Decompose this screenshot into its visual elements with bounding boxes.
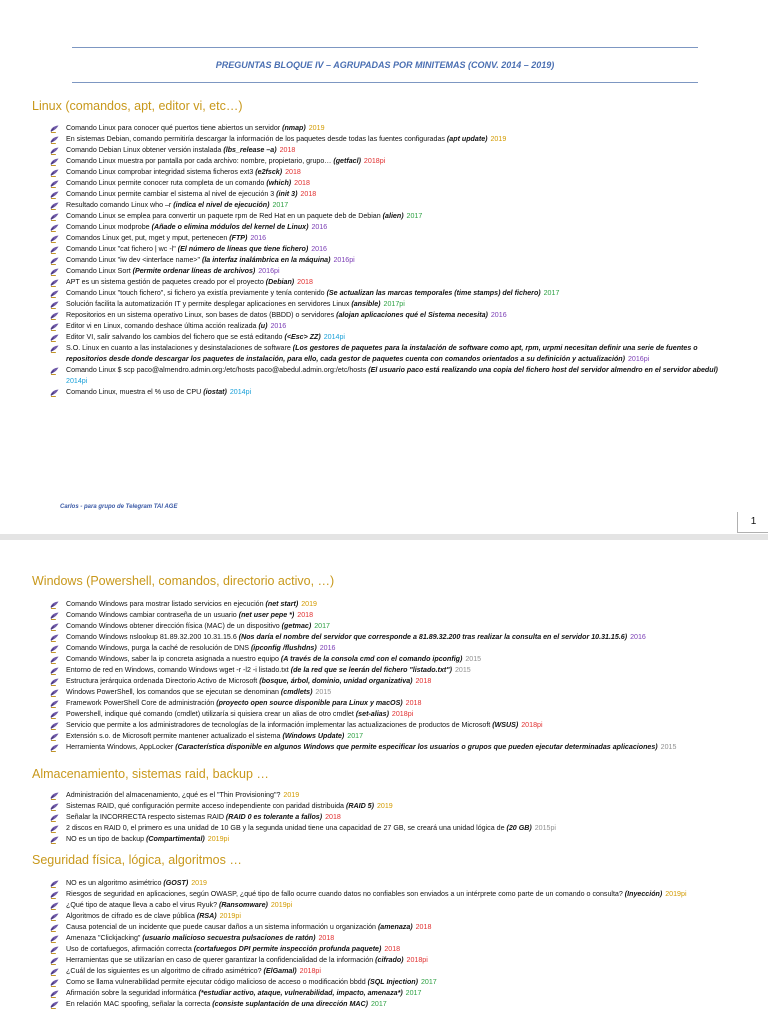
feather-arrow-icon	[50, 224, 59, 232]
question-text: Comando Linux "cat fichero | wc -l"	[66, 245, 178, 253]
list-item	[50, 676, 738, 687]
feather-arrow-icon	[50, 957, 59, 965]
question-text: Editor VI, salir salvando los cambios del fichero que se está editando	[66, 333, 285, 341]
answer-text: (El usuario paco está realizando una copia del fichero host del servidor almendro en el servidor abedul)	[368, 366, 718, 374]
answer-text: (e2fsck)	[255, 168, 283, 176]
exam-year-label: 2019	[189, 879, 207, 887]
exam-year-label: 2018pi	[389, 710, 414, 718]
question-text: NO es un tipo de backup	[66, 835, 147, 843]
answer-text: (Característica disponible en algunos Windows que permite especificar los usuarios o grupos que pueden ejecutar determinadas aplicaciones)	[175, 743, 658, 751]
list-item	[50, 944, 738, 955]
list-item	[50, 900, 738, 911]
list-item	[50, 977, 738, 988]
exam-year-label: 2014pi	[321, 333, 346, 341]
answer-text: (Añade o elimina módulos del kernel de Linux)	[151, 223, 309, 231]
answer-text: (El número de líneas que tiene fichero)	[177, 245, 309, 253]
page-number: 1	[737, 512, 768, 533]
exam-year-label: 2017	[541, 289, 560, 297]
exam-year-label: 2018	[295, 278, 313, 286]
section-title-windows: Windows (Powershell, comandos, directorio activo, …)	[32, 574, 335, 588]
answer-text: (cifrado)	[375, 956, 404, 964]
exam-year-label: 2017pi	[381, 300, 405, 308]
question-text: ¿Cuál de los siguientes es un algoritmo de cifrado asimétrico?	[66, 967, 264, 975]
answer-text: (Los gestores de paquetes para la instalación de software como apt, rpm, urpmi necesitan definir una serie de fuentes o repositorios desde donde descargar los paquetes de instalación, para ello, cada gestor de paquetes cuenta con comandos orientados a su definición y actualización)	[66, 344, 698, 363]
feather-arrow-icon	[50, 968, 59, 976]
exam-year-label: 2018pi	[404, 956, 428, 964]
header-rule-bottom	[72, 82, 698, 83]
feather-arrow-icon	[50, 345, 59, 353]
exam-year-label: 2016	[309, 245, 328, 253]
answer-text: (proyecto open source disponible para Linux y macOS)	[216, 699, 403, 707]
answer-text: (FTP)	[229, 234, 248, 242]
exam-year-label: 2018	[292, 179, 310, 187]
exam-year-label: 2015	[313, 688, 332, 696]
exam-year-label: 2018pi	[361, 157, 386, 165]
feather-arrow-icon	[50, 268, 59, 276]
answer-text: (set-alias)	[355, 710, 389, 718]
exam-year-label: 2016	[248, 234, 267, 242]
answer-text: (A través de la consola cmd con el comando ipconfig)	[280, 655, 463, 663]
list-item	[50, 955, 738, 966]
feather-arrow-icon	[50, 367, 59, 375]
exam-year-label: 2019	[374, 802, 393, 810]
answer-text: (Permite ordenar líneas de archivos)	[132, 267, 256, 275]
question-text: Riesgos de seguridad en aplicaciones, según OWASP, ¿qué tipo de fallo ocurre cuando datos no confiables son enviados a un intérprete como parte de un comando o consulta?	[66, 890, 625, 898]
list-item	[50, 332, 738, 343]
exam-year-label: 2018	[403, 699, 422, 707]
feather-arrow-icon	[50, 935, 59, 943]
question-text: Comando Windows, purga la caché de resolución de DNS	[66, 644, 251, 652]
list-item	[50, 156, 738, 167]
list-item	[50, 178, 738, 189]
question-text: Comando Linux permite cambiar el sistema al nivel de ejecución 3	[66, 190, 277, 198]
list-item	[50, 654, 738, 665]
feather-arrow-icon	[50, 213, 59, 221]
list-item	[50, 211, 738, 222]
feather-arrow-icon	[50, 891, 59, 899]
list-item	[50, 709, 738, 720]
exam-year-label: 2018	[298, 190, 317, 198]
question-text: 2 discos en RAID 0, el primero es una unidad de 10 GB y la segunda unidad tiene una capacidad de 27 GB, se creará una unidad lógica de	[66, 824, 507, 832]
answer-text: (iostat)	[203, 388, 227, 396]
answer-text: (indica el nivel de ejecución)	[173, 201, 270, 209]
answer-text: (alojan aplicaciones qué el Sistema necesita)	[336, 311, 488, 319]
answer-text: (getfacl)	[333, 157, 361, 165]
answer-text: (net start)	[265, 600, 299, 608]
exam-year-label: 2016pi	[331, 256, 355, 264]
exam-year-label: 2019	[299, 600, 317, 608]
exam-year-label: 2015	[453, 666, 471, 674]
list-item	[50, 321, 738, 332]
question-text: Comando Linux, muestra el % uso de CPU	[66, 388, 204, 396]
list-item	[50, 720, 738, 731]
exam-year-label: 2017	[312, 622, 331, 630]
exam-year-label: 2016	[309, 223, 328, 231]
exam-year-label: 2017	[270, 201, 289, 209]
list-item	[50, 889, 738, 900]
answer-text: (lbs_release –a)	[223, 146, 277, 154]
exam-year-label: 2016	[488, 311, 507, 319]
feather-arrow-icon	[50, 678, 59, 686]
feather-arrow-icon	[50, 246, 59, 254]
question-text: Entorno de red en Windows, comando Windows wget -r -l2 -i listado.txt	[66, 666, 291, 674]
feather-arrow-icon	[50, 902, 59, 910]
answer-text: (u)	[258, 322, 268, 330]
question-text: NO es un algoritmo asimétrico	[66, 879, 164, 887]
list-item	[50, 878, 738, 889]
answer-text: (init 3)	[276, 190, 298, 198]
question-text: Comando Windows cambiar contraseña de un usuario	[66, 611, 239, 619]
list-item	[50, 966, 738, 977]
answer-text: (usuario malicioso secuestra pulsaciones de ratón)	[142, 934, 316, 942]
exam-year-label: 2017	[368, 1000, 387, 1008]
question-text: Causa potencial de un incidente que puede causar daños a un sistema información u organización	[66, 923, 378, 931]
list-item	[50, 687, 738, 698]
list-item	[50, 365, 738, 387]
list-item	[50, 790, 738, 801]
answer-text: (RAID 0 es tolerante a fallos)	[225, 813, 323, 821]
question-text: En sistemas Debian, comando permitiría descargar la información de los paquetes desde todas las fuentes configuradas	[66, 135, 447, 143]
answer-text: (ipconfig /flushdns)	[250, 644, 317, 652]
list-item	[50, 698, 738, 709]
exam-year-label: 2017	[404, 212, 423, 220]
question-text: Resultado comando Linux who –r	[66, 201, 174, 209]
answer-text: (*estudiar activo, ataque, vulnerabilidad, impacto, amenaza*)	[198, 989, 403, 997]
question-text: En relación MAC spoofing, señalar la correcta	[66, 1000, 213, 1008]
question-text: Comando Windows obtener dirección física (MAC) de un dispositivo	[66, 622, 282, 630]
list-item	[50, 123, 738, 134]
list-item	[50, 665, 738, 676]
feather-arrow-icon	[50, 979, 59, 987]
exam-year-label: 2018	[277, 146, 296, 154]
footer-credit: Carlos - para grupo de Telegram TAI AGE	[60, 504, 178, 510]
exam-year-label: 2019pi	[217, 912, 241, 920]
exam-year-label: 2018	[316, 934, 335, 942]
answer-text: (WSUS)	[492, 721, 519, 729]
question-list-almacenamiento	[50, 790, 738, 845]
question-text: Comando Debian Linux obtener versión instalada	[66, 146, 224, 154]
exam-year-label: 2016pi	[256, 267, 280, 275]
list-item	[50, 911, 738, 922]
exam-year-label: 2017	[403, 989, 422, 997]
feather-arrow-icon	[50, 667, 59, 675]
feather-arrow-icon	[50, 290, 59, 298]
feather-arrow-icon	[50, 880, 59, 888]
question-text: Estructura jerárquica ordenada Directorio Activo de Microsoft	[66, 677, 260, 685]
feather-arrow-icon	[50, 744, 59, 752]
list-item	[50, 643, 738, 654]
answer-text: (consiste suplantación de una dirección MAC)	[212, 1000, 368, 1008]
question-text: Extensión s.o. de Microsoft permite mantener actualizado el sistema	[66, 732, 283, 740]
feather-arrow-icon	[50, 645, 59, 653]
question-text: Comandos Linux get, put, mget y mput, pertenecen	[66, 234, 230, 242]
answer-text: (SQL Injection)	[367, 978, 418, 986]
question-text: Amenaza "Clickjacking"	[66, 934, 143, 942]
question-text: Comando Linux muestra por pantalla por cada archivo: nombre, propietario, grupo…	[66, 157, 334, 165]
list-item	[50, 812, 738, 823]
feather-arrow-icon	[50, 279, 59, 287]
feather-arrow-icon	[50, 125, 59, 133]
exam-year-label: 2018pi	[297, 967, 321, 975]
question-list-linux	[50, 123, 738, 398]
feather-arrow-icon	[50, 601, 59, 609]
feather-arrow-icon	[50, 924, 59, 932]
list-item	[50, 134, 738, 145]
feather-arrow-icon	[50, 913, 59, 921]
answer-text: (RSA)	[196, 912, 217, 920]
answer-text: (bosque, árbol, dominio, unidad organizativa)	[259, 677, 413, 685]
list-item	[50, 834, 738, 845]
exam-year-label: 2019pi	[205, 835, 230, 843]
exam-year-label: 2018	[382, 945, 401, 953]
feather-arrow-icon	[50, 257, 59, 265]
exam-year-label: 2018	[323, 813, 341, 821]
exam-year-label: 2015	[463, 655, 482, 663]
feather-arrow-icon	[50, 158, 59, 166]
exam-year-label: 2014pi	[227, 388, 252, 396]
feather-arrow-icon	[50, 235, 59, 243]
feather-arrow-icon	[50, 803, 59, 811]
question-text: Herramienta Windows, AppLocker	[66, 743, 176, 751]
exam-year-label: 2018	[413, 923, 432, 931]
list-item	[50, 244, 738, 255]
exam-year-label: 2016	[317, 644, 336, 652]
question-list-seguridad	[50, 878, 738, 1010]
list-item	[50, 255, 738, 266]
question-text: Repositorios en un sistema operativo Linux, son bases de datos (BBDD) o servidores	[66, 311, 337, 319]
answer-text: (Se actualizan las marcas temporales (time stamps) del fichero)	[326, 289, 541, 297]
header-rule-top	[72, 47, 698, 48]
list-item	[50, 742, 738, 753]
question-text: Algoritmos de cifrado es de clave pública	[66, 912, 197, 920]
answer-text: (nmap)	[282, 124, 306, 132]
exam-year-label: 2015	[658, 743, 677, 751]
feather-arrow-icon	[50, 733, 59, 741]
list-item	[50, 999, 738, 1010]
answer-text: (<Esc> ZZ)	[284, 333, 321, 341]
exam-year-label: 2019pi	[663, 890, 687, 898]
question-text: Servicio que permite a los administradores de tecnologías de la información implementar las actualizaciones de productos de Microsoft	[66, 721, 493, 729]
answer-text: (Ransomware)	[219, 901, 268, 909]
answer-text: (Inyección)	[624, 890, 663, 898]
answer-text: (de la red que se leerán del fichero "listado.txt")	[290, 666, 452, 674]
list-item	[50, 288, 738, 299]
list-item	[50, 200, 738, 211]
answer-text: (net user pepe *)	[238, 611, 295, 619]
answer-text: (which)	[266, 179, 292, 187]
answer-text: (alien)	[382, 212, 404, 220]
feather-arrow-icon	[50, 323, 59, 331]
feather-arrow-icon	[50, 722, 59, 730]
feather-arrow-icon	[50, 656, 59, 664]
feather-arrow-icon	[50, 1001, 59, 1009]
question-text: S.O. Linux en cuanto a las instalaciones y desinstalaciones de software	[66, 344, 293, 352]
list-item	[50, 933, 738, 944]
list-item	[50, 599, 738, 610]
list-item	[50, 731, 738, 742]
question-text: Comando Linux $ scp paco@almendro.admin.org:/etc/hosts paco@abedul.admin.org:/etc/hosts	[66, 366, 369, 374]
list-item	[50, 988, 738, 999]
question-text: Powershell, indique qué comando (cmdlet) utilizaría si quisiera crear un alias de otro cmdlet	[66, 710, 356, 718]
list-item	[50, 310, 738, 321]
answer-text: (ElGamal)	[263, 967, 297, 975]
answer-text: (getmac)	[281, 622, 312, 630]
exam-year-label: 2019	[488, 135, 507, 143]
question-text: Herramientas que se utilizarían en caso de querer garantizar la confidencialidad de la información	[66, 956, 376, 964]
exam-year-label: 2017	[345, 732, 364, 740]
list-item	[50, 343, 738, 365]
question-text: Afirmación sobre la seguridad informática	[66, 989, 199, 997]
section-title-almacenamiento: Almacenamiento, sistemas raid, backup …	[32, 767, 269, 781]
exam-year-label: 2018	[283, 168, 301, 176]
feather-arrow-icon	[50, 612, 59, 620]
document-title: PREGUNTAS BLOQUE IV – AGRUPADAS POR MINITEMAS (CONV. 2014 – 2019)	[215, 60, 555, 70]
answer-text: (amenaza)	[377, 923, 413, 931]
feather-arrow-icon	[50, 136, 59, 144]
feather-arrow-icon	[50, 312, 59, 320]
list-item	[50, 621, 738, 632]
exam-year-label: 2015pi	[532, 824, 557, 832]
feather-arrow-icon	[50, 792, 59, 800]
list-item	[50, 823, 738, 834]
question-text: Comando Linux modprobe	[66, 223, 152, 231]
question-text: Administración del almacenamiento, ¿qué es el "Thin Provisioning"?	[66, 791, 283, 799]
question-text: Comando Linux Sort	[66, 267, 133, 275]
list-item	[50, 610, 738, 621]
question-text: Comando Windows, saber la ip concreta asignada a nuestro equipo	[66, 655, 281, 663]
feather-arrow-icon	[50, 689, 59, 697]
list-item	[50, 801, 738, 812]
exam-year-label: 2018	[295, 611, 314, 619]
answer-text: (ansible)	[351, 300, 381, 308]
question-text: Comando Linux para conocer qué puertos tiene abiertos un servidor	[66, 124, 283, 132]
feather-arrow-icon	[50, 623, 59, 631]
exam-year-label: 2019pi	[268, 901, 293, 909]
question-text: Framework PowerShell Core de administración	[66, 699, 217, 707]
exam-year-label: 2019	[306, 124, 325, 132]
answer-text: (Debian)	[265, 278, 295, 286]
answer-text: (cortafuegos DPI permite inspección profunda paquete)	[193, 945, 382, 953]
list-item	[50, 189, 738, 200]
exam-year-label: 2018	[413, 677, 432, 685]
feather-arrow-icon	[50, 814, 59, 822]
feather-arrow-icon	[50, 180, 59, 188]
question-text: Comando Linux se emplea para convertir un paquete rpm de Red Hat en un paquete deb de Debian	[66, 212, 383, 220]
exam-year-label: 2014pi	[66, 377, 88, 385]
answer-text: (Windows Update)	[282, 732, 345, 740]
exam-year-label: 2017	[418, 978, 437, 986]
exam-year-label: 2016	[628, 633, 646, 641]
feather-arrow-icon	[50, 301, 59, 309]
question-list-windows	[50, 599, 738, 753]
question-text: Comando Linux "touch fichero", si fichero ya existía previamente y tenía contenido	[66, 289, 327, 297]
answer-text: (GOST)	[163, 879, 189, 887]
answer-text: (la interfaz inalámbrica en la máquina)	[201, 256, 331, 264]
list-item	[50, 222, 738, 233]
question-text: Como se llama vulnerabilidad permite ejecutar código malicioso de acceso o modificación bbdd	[66, 978, 368, 986]
feather-arrow-icon	[50, 169, 59, 177]
feather-arrow-icon	[50, 147, 59, 155]
section-title-seguridad: Seguridad física, lógica, algoritmos …	[32, 853, 242, 867]
feather-arrow-icon	[50, 990, 59, 998]
answer-text: (Nos daría el nombre del servidor que corresponde a 81.89.32.200 tras realizar la consulta en el servidor 10.31.15.6)	[238, 633, 628, 641]
answer-text: (cmdlets)	[280, 688, 313, 696]
question-text: Comando Linux "iw dev <interface name>"	[66, 256, 202, 264]
list-item	[50, 299, 738, 310]
list-item	[50, 632, 738, 643]
list-item	[50, 233, 738, 244]
list-item	[50, 145, 738, 156]
answer-text: (Compartimental)	[146, 835, 205, 843]
answer-text: (apt update)	[446, 135, 488, 143]
list-item	[50, 266, 738, 277]
feather-arrow-icon	[50, 700, 59, 708]
list-item	[50, 277, 738, 288]
feather-arrow-icon	[50, 191, 59, 199]
exam-year-label: 2016	[268, 322, 287, 330]
exam-year-label: 2018pi	[519, 721, 543, 729]
list-item	[50, 167, 738, 178]
feather-arrow-icon	[50, 634, 59, 642]
question-text: Editor vi en Linux, comando deshace última acción realizada	[66, 322, 259, 330]
question-text: Sistemas RAID, qué configuración permite acceso independiente con paridad distribuida	[66, 802, 346, 810]
question-text: Señalar la INCORRECTA respecto sistemas RAID	[66, 813, 226, 821]
question-text: Uso de cortafuegos, afirmación correcta	[66, 945, 194, 953]
question-text: Windows PowerShell, los comandos que se ejecutan se denominan	[66, 688, 281, 696]
question-text: ¿Qué tipo de ataque lleva a cabo el virus Ryuk?	[66, 901, 219, 909]
question-text: Comando Windows nslookup 81.89.32.200 10.31.15.6	[66, 633, 239, 641]
list-item	[50, 922, 738, 933]
feather-arrow-icon	[50, 202, 59, 210]
list-item	[50, 387, 738, 398]
exam-year-label: 2019	[283, 791, 300, 799]
feather-arrow-icon	[50, 711, 59, 719]
feather-arrow-icon	[50, 334, 59, 342]
document-page-2	[0, 540, 768, 1024]
feather-arrow-icon	[50, 825, 59, 833]
feather-arrow-icon	[50, 836, 59, 844]
feather-arrow-icon	[50, 946, 59, 954]
feather-arrow-icon	[50, 389, 59, 397]
question-text: Comando Windows para mostrar listado servicios en ejecución	[66, 600, 266, 608]
question-text: APT es un sistema gestión de paquetes creado por el proyecto	[66, 278, 266, 286]
section-title-linux: Linux (comandos, apt, editor vi, etc…)	[32, 99, 243, 113]
question-text: Comando Linux permite conocer ruta completa de un comando	[66, 179, 267, 187]
answer-text: (20 GB)	[506, 824, 532, 832]
exam-year-label: 2016pi	[625, 355, 650, 363]
answer-text: (RAID 5)	[345, 802, 374, 810]
question-text: Solución facilita la automatización IT y permite desplegar aplicaciones en servidores Linux	[66, 300, 352, 308]
question-text: Comando Linux comprobar integridad sistema ficheros ext3	[66, 168, 256, 176]
